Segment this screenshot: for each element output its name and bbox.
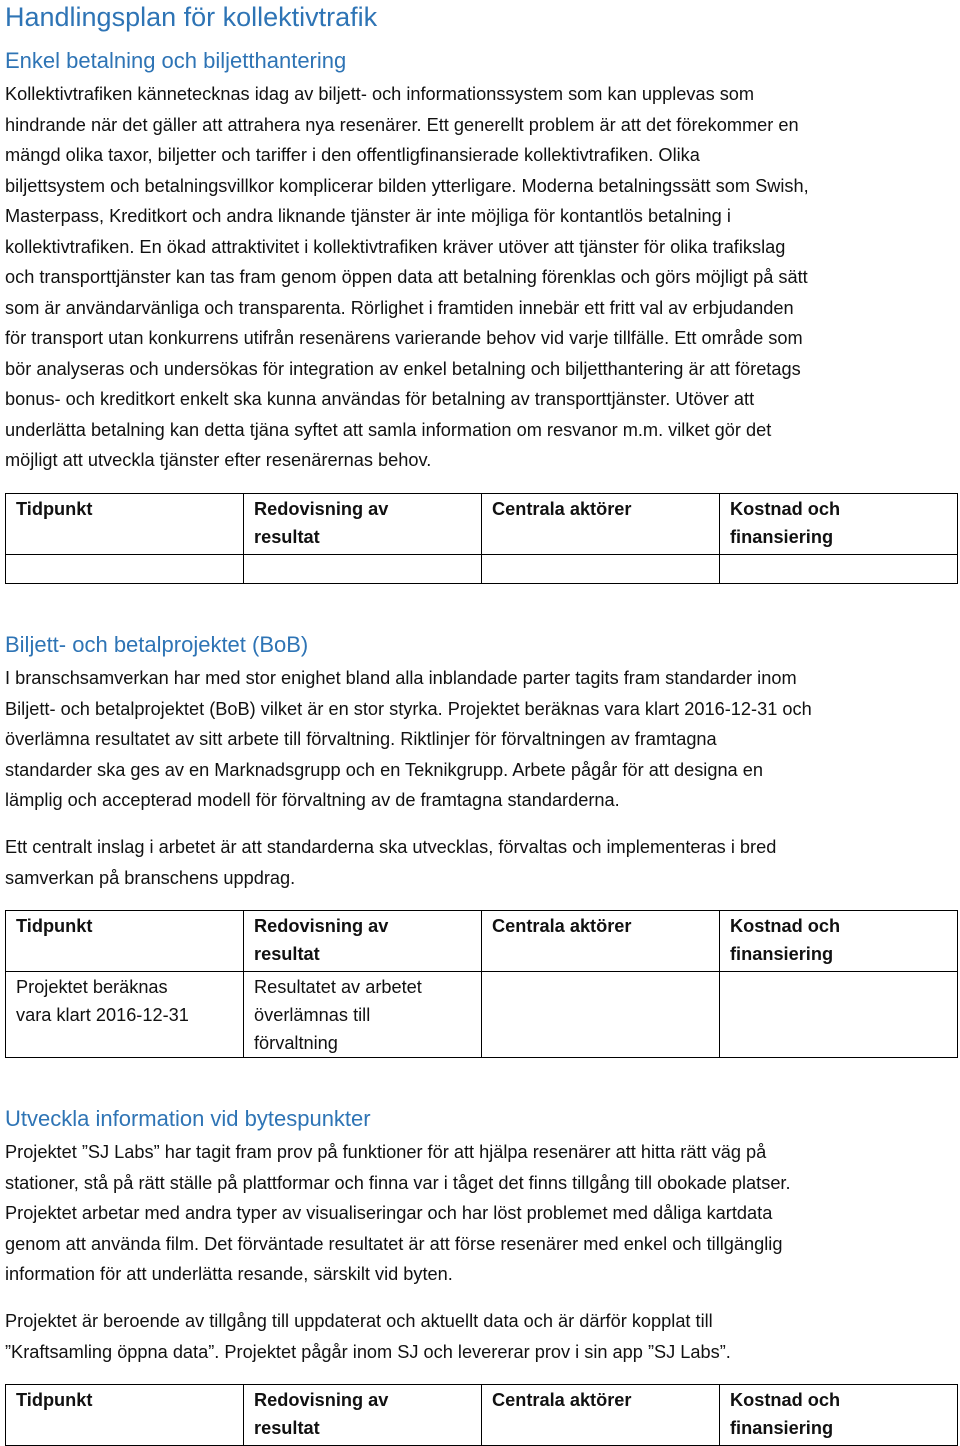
- action-table: [5, 493, 958, 584]
- paragraph-line: genom att använda film. Det förväntade resultatet är att förse resenärer med enkel och tillgänglig: [5, 1233, 783, 1254]
- paragraph-line: information för att underlätta resande, särskilt vid byten.: [5, 1264, 453, 1284]
- paragraph-line: bonus- och kreditkort enkelt ska kunna användas för betalning av transporttjänster. Utöver att: [5, 389, 755, 409]
- cell-line: resultat: [254, 527, 320, 547]
- paragraph-line: Projektet arbetar med andra typer av visualiseringar och har löst problemet med dåliga kartdata: [5, 1203, 773, 1223]
- section-paragraph: [5, 663, 957, 816]
- table-header-cell: [720, 1385, 958, 1446]
- cell-line: Kostnad och: [730, 499, 841, 519]
- cell-line: Tidpunkt: [16, 1390, 93, 1410]
- paragraph-line: ”Kraftsamling öppna data”. Projektet pågår inom SJ och levererar prov i sin app ”SJ Labs”.: [5, 1341, 731, 1362]
- table-cell: [482, 972, 720, 1058]
- section-heading-bob: Biljett- och betalprojektet (BoB): [5, 632, 309, 657]
- paragraph-line: lämplig och accepterad modell för förvaltning av de framtagna standarderna.: [5, 790, 620, 810]
- paragraph-line: Projektet ”SJ Labs” har tagit fram prov på funktioner för att hjälpa resenärer att hitta rätt väg på: [5, 1142, 767, 1162]
- cell-line: Resultatet av arbetet: [254, 977, 422, 997]
- table-cell: [6, 972, 244, 1058]
- cell-line: Kostnad och: [730, 1390, 841, 1410]
- cell-line: resultat: [254, 1418, 320, 1438]
- cell-line: Projektet beräknas: [16, 977, 168, 997]
- paragraph-line: stationer, stå på rätt ställe på plattformar och finna var i tåget det finns tillgång till obokade platser.: [5, 1172, 791, 1193]
- table-header-cell: [6, 1385, 244, 1446]
- table-header-cell: [482, 494, 720, 555]
- action-table: [5, 910, 958, 1058]
- table-cell: [6, 555, 244, 584]
- cell-line: Redovisning av: [254, 499, 389, 519]
- table-header-cell: [244, 494, 482, 555]
- cell-line: Centrala aktörer: [492, 916, 632, 936]
- section-heading-enkel-betalning: Enkel betalning och biljetthantering: [5, 48, 347, 73]
- table-header-cell: [6, 494, 244, 555]
- paragraph-line: Projektet är beroende av tillgång till uppdaterat och aktuellt data och är därför kopplat till: [5, 1311, 713, 1331]
- table-row: [6, 555, 958, 584]
- paragraph-line: som är användarvänliga och transparenta. Rörlighet i framtiden innebär ett fritt val av erbjudanden: [5, 297, 794, 318]
- table-header-cell: [720, 911, 958, 972]
- action-table: [5, 1384, 958, 1446]
- cell-line: finansiering: [730, 944, 834, 964]
- cell-line: förvaltning: [254, 1033, 338, 1053]
- paragraph-line: för transport utan konkurrens utifrån resenärens varierande behov vid varje tillfälle. Ett område som: [5, 328, 803, 348]
- section-heading-bytespunkter: Utveckla information vid bytespunkter: [5, 1106, 371, 1131]
- cell-line: Redovisning av: [254, 1390, 389, 1410]
- table-row: [6, 972, 958, 1058]
- cell-line: finansiering: [730, 527, 834, 547]
- table-cell: [720, 555, 958, 584]
- table-header-row: [6, 494, 958, 555]
- paragraph-line: standarder ska ges av en Marknadsgrupp och en Teknikgrupp. Arbete pågår för att designa en: [5, 759, 763, 780]
- paragraph-line: Biljett- och betalprojektet (BoB) vilket är en stor styrka. Projektet beräknas vara klart 2016-12-31 och: [5, 698, 812, 719]
- paragraph-line: möjligt att utveckla tjänster efter resenärernas behov.: [5, 450, 432, 470]
- table-header-cell: [720, 494, 958, 555]
- paragraph-line: överlämna resultatet av sitt arbete till förvaltning. Riktlinjer för förvaltningen av framtagna: [5, 729, 717, 749]
- paragraph-line: bör analyseras och undersökas för integration av enkel betalning och biljetthantering är att företags: [5, 358, 801, 379]
- paragraph-line: kollektivtrafiken. En ökad attraktivitet i kollektivtrafiken kräver utöver att tjänster för olika trafikslag: [5, 236, 786, 257]
- cell-line: Kostnad och: [730, 916, 841, 936]
- table-header-cell: [244, 1385, 482, 1446]
- paragraph-line: samverkan på branschens uppdrag.: [5, 867, 296, 888]
- section-paragraph: [5, 1137, 957, 1290]
- table-header-row: [6, 911, 958, 972]
- paragraph-line: hindrande när det gäller att attrahera nya resenärer. Ett generellt problem är att det förekommer en: [5, 114, 799, 135]
- document-title: Handlingsplan för kollektivtrafik: [5, 2, 378, 32]
- table-cell: [482, 555, 720, 584]
- paragraph-line: underlätta betalning kan detta tjäna syftet att samla information om resvanor m.m. vilket gör det: [5, 419, 772, 440]
- table-cell: [244, 972, 482, 1058]
- cell-line: resultat: [254, 944, 320, 964]
- table-header-cell: [244, 911, 482, 972]
- cell-line: Centrala aktörer: [492, 1390, 632, 1410]
- section-paragraph: [5, 1306, 957, 1367]
- cell-line: överlämnas till: [254, 1005, 371, 1025]
- cell-line: Redovisning av: [254, 916, 389, 936]
- paragraph-line: I branschsamverkan har med stor enighet bland alla inblandade parter tagits fram standarder inom: [5, 668, 797, 688]
- section-paragraph: [5, 79, 957, 476]
- paragraph-line: mängd olika taxor, biljetter och tariffer i den offentligfinansierade kollektivtrafiken. Olika: [5, 145, 700, 165]
- table-header-cell: [6, 911, 244, 972]
- table-cell: [244, 555, 482, 584]
- paragraph-line: Ett centralt inslag i arbetet är att standarderna ska utvecklas, förvaltas och implementeras i bred: [5, 837, 777, 857]
- paragraph-line: och transporttjänster kan tas fram genom öppen data att betalning förenklas och görs möjligt på sätt: [5, 267, 808, 287]
- paragraph-line: Kollektivtrafiken kännetecknas idag av biljett- och informationssystem som kan upplevas som: [5, 84, 755, 104]
- paragraph-line: biljettsystem och betalningsvillkor komplicerar bilden ytterligare. Moderna betalningssätt som Swish,: [5, 175, 809, 196]
- cell-line: Tidpunkt: [16, 916, 93, 936]
- table-cell: [720, 972, 958, 1058]
- cell-line: finansiering: [730, 1418, 834, 1438]
- table-header-cell: [482, 911, 720, 972]
- cell-line: Centrala aktörer: [492, 499, 632, 519]
- paragraph-line: Masterpass, Kreditkort och andra liknande tjänster är inte möjliga för kontantlös betalning i: [5, 206, 731, 226]
- section-paragraph: [5, 832, 957, 893]
- table-header-cell: [482, 1385, 720, 1446]
- cell-line: Tidpunkt: [16, 499, 93, 519]
- table-header-row: [6, 1385, 958, 1446]
- cell-line: vara klart 2016-12-31: [16, 1005, 189, 1025]
